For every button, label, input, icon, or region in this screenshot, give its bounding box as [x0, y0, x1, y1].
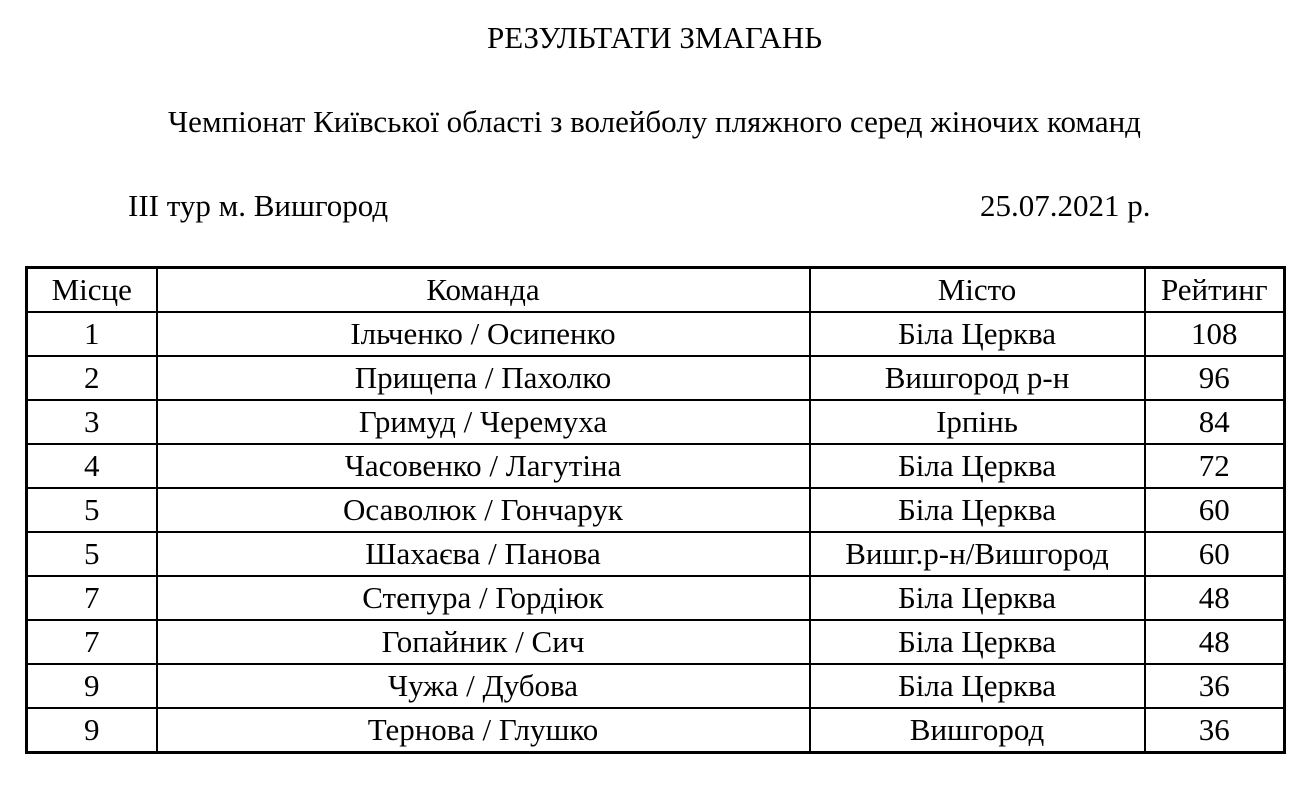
- cell-team: Чужа / Дубова: [157, 664, 810, 708]
- cell-city: Біла Церква: [810, 312, 1145, 356]
- header-city: Місто: [810, 268, 1145, 313]
- cell-city: Вишгород: [810, 708, 1145, 753]
- cell-rating: 60: [1145, 488, 1285, 532]
- header-place: Місце: [27, 268, 157, 313]
- cell-rating: 36: [1145, 708, 1285, 753]
- cell-rating: 36: [1145, 664, 1285, 708]
- cell-city: Вишгород р-н: [810, 356, 1145, 400]
- cell-rating: 96: [1145, 356, 1285, 400]
- cell-team: Прищепа / Пахолко: [157, 356, 810, 400]
- cell-team: Степура / Гордіюк: [157, 576, 810, 620]
- cell-place: 5: [27, 532, 157, 576]
- document-subtitle: Чемпіонат Київської області з волейболу пляжного серед жіночих команд: [168, 104, 1141, 139]
- cell-rating: 48: [1145, 620, 1285, 664]
- cell-city: Біла Церква: [810, 664, 1145, 708]
- cell-place: 3: [27, 400, 157, 444]
- table-row: [27, 664, 1285, 708]
- cell-rating: 108: [1145, 312, 1285, 356]
- cell-place: 7: [27, 576, 157, 620]
- table-row: [27, 312, 1285, 356]
- cell-place: 5: [27, 488, 157, 532]
- cell-city: Ірпінь: [810, 400, 1145, 444]
- cell-place: 9: [27, 664, 157, 708]
- header-rating: Рейтинг: [1145, 268, 1285, 313]
- cell-city: Біла Церква: [810, 620, 1145, 664]
- cell-team: Осаволюк / Гончарук: [157, 488, 810, 532]
- table-row: [27, 444, 1285, 488]
- cell-place: 4: [27, 444, 157, 488]
- cell-team: Гопайник / Сич: [157, 620, 810, 664]
- cell-city: Біла Церква: [810, 576, 1145, 620]
- cell-team: Тернова / Глушко: [157, 708, 810, 753]
- event-date: 25.07.2021 р.: [980, 188, 1151, 223]
- header-team: Команда: [157, 268, 810, 313]
- cell-place: 7: [27, 620, 157, 664]
- table-header-row: [27, 268, 1285, 313]
- cell-rating: 84: [1145, 400, 1285, 444]
- cell-rating: 48: [1145, 576, 1285, 620]
- cell-place: 9: [27, 708, 157, 753]
- table-row: [27, 576, 1285, 620]
- cell-city: Біла Церква: [810, 444, 1145, 488]
- table-row: [27, 488, 1285, 532]
- cell-team: Шахаєва / Панова: [157, 532, 810, 576]
- round-location: ІІІ тур м. Вишгород: [128, 188, 389, 223]
- table-row: [27, 400, 1285, 444]
- cell-city: Вишг.р-н/Вишгород: [810, 532, 1145, 576]
- cell-team: Ільченко / Осипенко: [157, 312, 810, 356]
- cell-place: 2: [27, 356, 157, 400]
- results-table: [25, 266, 1286, 754]
- cell-rating: 60: [1145, 532, 1285, 576]
- cell-team: Гримуд / Черемуха: [157, 400, 810, 444]
- table-row: [27, 620, 1285, 664]
- cell-rating: 72: [1145, 444, 1285, 488]
- document-title: РЕЗУЛЬТАТИ ЗМАГАНЬ: [487, 20, 822, 55]
- cell-team: Часовенко / Лагутіна: [157, 444, 810, 488]
- cell-city: Біла Церква: [810, 488, 1145, 532]
- table-row: [27, 708, 1285, 753]
- table-row: [27, 356, 1285, 400]
- cell-place: 1: [27, 312, 157, 356]
- table-row: [27, 532, 1285, 576]
